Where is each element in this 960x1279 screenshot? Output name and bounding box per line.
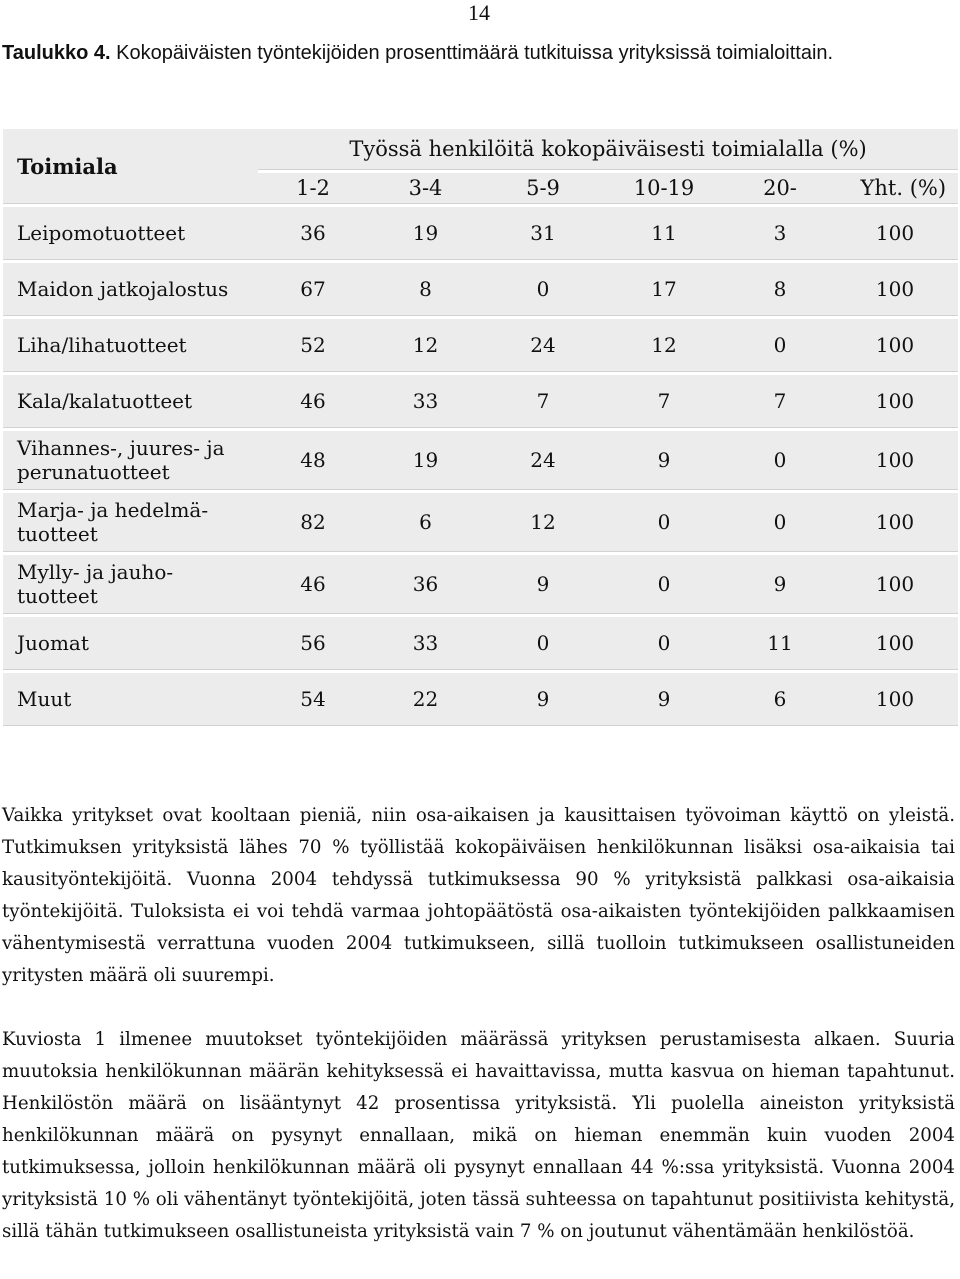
table-cell: 54 (258, 673, 368, 726)
table-cell: 67 (258, 263, 368, 316)
table-cell: 7 (483, 375, 603, 428)
row-label (3, 673, 258, 726)
page-number: 14 (468, 0, 490, 25)
table-cell: 0 (725, 319, 835, 372)
table-cell: 12 (603, 319, 725, 372)
row-label-line: Kala/kalatuotteet (17, 389, 193, 413)
group-header: Työssä henkilöitä kokopäiväisesti toimialalla (%) (258, 129, 958, 170)
row-label (3, 493, 258, 552)
row-label (3, 431, 258, 490)
table-row (3, 263, 958, 316)
table-cell: 0 (603, 555, 725, 614)
caption-label: Taulukko 4. (2, 42, 111, 64)
caption-text: Kokopäiväisten työntekijöiden prosenttimäärä tutkituissa yrityksissä toimialoittain. (110, 42, 834, 64)
table-cell: 33 (368, 617, 483, 670)
table-row (3, 493, 958, 552)
table-cell: 19 (368, 207, 483, 260)
table-cell: 9 (483, 555, 603, 614)
row-label-line: perunatuotteet (17, 460, 170, 484)
table-cell: 0 (725, 431, 835, 490)
row-label-line: Muut (17, 687, 72, 711)
row-label (3, 375, 258, 428)
table-cell: 33 (368, 375, 483, 428)
column-header: 3-4 (368, 173, 483, 204)
table-row (3, 673, 958, 726)
column-header: Yht. (%) (835, 173, 958, 204)
table-cell: 36 (368, 555, 483, 614)
table-row (3, 207, 958, 260)
table-cell: 100 (835, 555, 958, 614)
table-row (3, 431, 958, 490)
employee-table (3, 126, 958, 729)
row-label-line: Liha/lihatuotteet (17, 333, 187, 357)
table-cell: 8 (368, 263, 483, 316)
table-cell: 100 (835, 617, 958, 670)
table-cell: 7 (725, 375, 835, 428)
table-row (3, 375, 958, 428)
table-cell: 24 (483, 431, 603, 490)
table-cell: 82 (258, 493, 368, 552)
table-cell: 100 (835, 207, 958, 260)
table-cell: 22 (368, 673, 483, 726)
row-label (3, 555, 258, 614)
table-cell: 19 (368, 431, 483, 490)
row-label-line: Marja- ja hedelmä- (17, 498, 209, 522)
table-cell: 100 (835, 431, 958, 490)
column-header: 10-19 (603, 173, 725, 204)
table-cell: 52 (258, 319, 368, 372)
table-cell: 12 (483, 493, 603, 552)
table-cell: 6 (725, 673, 835, 726)
table-cell: 0 (603, 617, 725, 670)
table-cell: 48 (258, 431, 368, 490)
table-cell: 8 (725, 263, 835, 316)
column-header: 1-2 (258, 173, 368, 204)
table-cell: 100 (835, 493, 958, 552)
table-cell: 11 (725, 617, 835, 670)
table-row (3, 319, 958, 372)
row-label-line: Mylly- ja jauho- (17, 560, 174, 584)
header-row-group (3, 129, 958, 170)
table-cell: 36 (258, 207, 368, 260)
table-row (3, 555, 958, 614)
table-cell: 100 (835, 375, 958, 428)
table-cell: 7 (603, 375, 725, 428)
table-cell: 6 (368, 493, 483, 552)
row-label-line: tuotteet (17, 522, 98, 546)
table-cell: 46 (258, 555, 368, 614)
table-cell: 31 (483, 207, 603, 260)
row-label (3, 207, 258, 260)
table-row (3, 617, 958, 670)
table-cell: 3 (725, 207, 835, 260)
table-cell: 0 (603, 493, 725, 552)
table-cell: 100 (835, 319, 958, 372)
table-cell: 100 (835, 673, 958, 726)
table-cell: 0 (483, 263, 603, 316)
row-label (3, 263, 258, 316)
table-cell: 11 (603, 207, 725, 260)
table-cell: 9 (725, 555, 835, 614)
table-cell: 9 (603, 673, 725, 726)
table-cell: 17 (603, 263, 725, 316)
table-cell: 9 (603, 431, 725, 490)
table-cell: 24 (483, 319, 603, 372)
table-cell: 9 (483, 673, 603, 726)
row-header: Toimiala (3, 129, 258, 204)
table-cell: 100 (835, 263, 958, 316)
row-label (3, 319, 258, 372)
row-label (3, 617, 258, 670)
row-label-line: Maidon jatkojalostus (17, 277, 229, 301)
row-label-line: Vihannes-, juures- ja (17, 436, 225, 460)
column-header: 5-9 (483, 173, 603, 204)
table-cell: 12 (368, 319, 483, 372)
table-cell: 46 (258, 375, 368, 428)
column-header: 20- (725, 173, 835, 204)
table-caption (2, 40, 952, 66)
table-cell: 56 (258, 617, 368, 670)
paragraph-1: Vaikka yritykset ovat kooltaan pieniä, niin osa-aikaisen ja kausittaisen työvoiman käyttö on yleistä. Tutkimuksen yrityksistä lähes 70 % työllistää kokopäiväisen henkilökunnan lisäksi osa-aikaisia tai kausityöntekijöitä. Vuonna 2004 tehdyssä tutkimuksessa 90 % yrityksistä palkkasi osa-aikaisia työntekijöitä. Tuloksista ei voi tehdä varmaa johtopäätöstä osa-aikaisten työntekijöiden palkkaamisen vähentymisestä verrattuna vuoden 2004 tutkimukseen, sillä tuolloin tutkimukseen osallistuneiden yritysten määrä oli suurempi. (2, 805, 955, 986)
row-label-line: tuotteet (17, 584, 98, 608)
table-cell: 0 (725, 493, 835, 552)
table-cell: 0 (483, 617, 603, 670)
row-label-line: Juomat (17, 631, 89, 655)
row-label-line: Leipomotuotteet (17, 221, 186, 245)
paragraph-2: Kuviosta 1 ilmenee muutokset työntekijöiden määrässä yrityksen perustamisesta alkaen. Suuria muutoksia henkilökunnan määrän kehityksessä ei havaittavissa, mutta kasvua on hieman tapahtunut. Henkilöstön määrä on lisääntynyt 42 prosentissa yrityksistä. Yli puolella aineiston yrityksistä henkilökunnan määrä on pysynyt ennallaan, mikä on hieman enemmän kuin vuoden 2004 tutkimuksessa, jolloin henkilökunnan määrä oli pysynyt ennallaan 44 %:ssa yrityksistä. Vuonna 2004 yrityksistä 10 % oli vähentänyt työntekijöitä, joten tässä suhteessa on tapahtunut positiivista kehitystä, sillä tähän tutkimukseen osallistuneista yrityksistä vain 7 % on joutunut vähentämään henkilöstöä. (2, 1029, 956, 1242)
